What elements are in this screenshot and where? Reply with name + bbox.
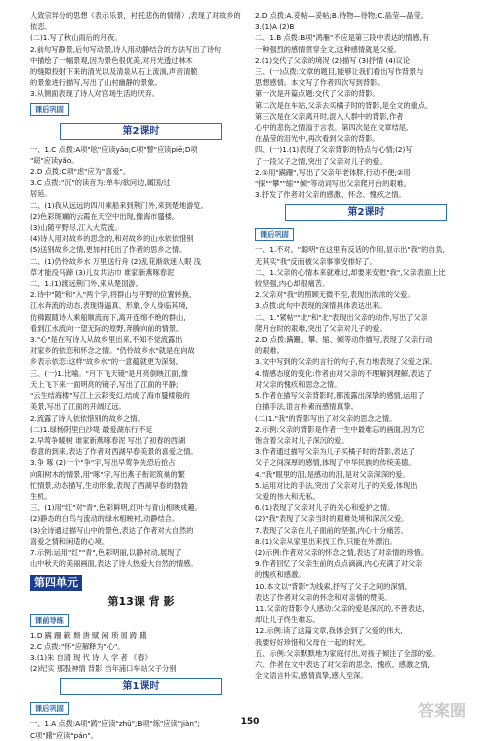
- answer-line: 第一次是开篇点题:交代了父亲的背影。: [255, 89, 380, 99]
- answer-line: 第二次是在车站,父亲去买橘子时的背影,是全文的重点。: [255, 100, 433, 110]
- section-header-after-class-right: 课后巩固: [255, 228, 294, 241]
- answer-line: 一、1.C 点拨:A项"吆"应读yāo;C项"瞥"应读piē;D项: [30, 144, 198, 154]
- answer-line: 8.(1)父亲从家里出来找工作,只能在外漂泊。: [255, 536, 397, 546]
- answer-line: 忙情景,动态描写,生动形象,表现了西湖早春的勃勃: [30, 480, 188, 490]
- answer-line: 2.D 点拨:C项"虑"应为"喜爱"。: [30, 167, 131, 177]
- answer-line: 父爱的伟大和无私。: [255, 491, 320, 501]
- answer-line: "探""攀""缩""倾"等动词写出父亲爬月台的艰难。: [255, 179, 411, 189]
- answer-line: 9.作者回忆了父亲生前的点点滴滴,内心充满了对父亲: [255, 559, 423, 569]
- section-header-after-class: 课后巩固: [30, 103, 69, 116]
- answer-line: 3.(1)朱 自清 现 代 诗 人 学 者 《春》: [30, 652, 152, 662]
- answer-line: 二、1."紧帖""北"和"北"表现出父亲的动作,写出了父亲: [255, 312, 428, 322]
- answer-line: (3)全诗通过描写山中的景色,表达了作者对大自然的: [30, 525, 194, 535]
- answer-line: 7.表现了父亲在儿子面前的坚强,内心十分痛苦。: [255, 525, 408, 535]
- answer-line: 乡表示依恋:这样"故乡水"的一意蕴就更为深刻。: [30, 357, 183, 367]
- answer-line: 二、1.父亲的心情本来就难过,却要来安慰"我",父亲表面上比: [255, 267, 446, 277]
- answer-line: "云生结海楼"写江上云彩变幻,结成了海市蜃楼般的: [30, 391, 190, 401]
- answer-line: (4)诗人用对故乡的思念的,和对故乡的山水依依惜别: [30, 234, 194, 244]
- answer-line: 向阳树木的情景,用"啄"字,写出燕子衔泥筑巢的繁: [30, 469, 185, 479]
- answer-line: (5)送别故乡之情,更加衬托出了作者的思乡之情。: [30, 245, 187, 255]
- answer-line: 4.情感态度的变化:作者由对父亲的不理解到理解,表达了: [255, 368, 432, 378]
- answer-line: 依恋。: [30, 22, 52, 32]
- left-top-answers: [30, 10, 252, 100]
- answer-line: 5.运用对比的手法,突出了父亲对儿子的关爱,体现出: [255, 480, 418, 490]
- answer-line: 3.C 点拨:"沉"的读音为:单车/欲问边,属国/过: [30, 178, 171, 188]
- right-answers-block: [255, 10, 477, 200]
- answer-line: 无其实"我"反而被父亲事事安排好了。: [255, 256, 377, 266]
- answer-line: "窈"应读yǎo。: [30, 155, 79, 165]
- answer-line: 12.示例:读了这篇文章,我体会到了父爱的伟大,: [255, 626, 403, 636]
- answer-line: 白描手法,语言朴素而感情真挚。: [255, 402, 358, 412]
- left-answers-block: [30, 144, 252, 570]
- answer-line: 的缝隙投射下来的清光以及清泉从石上流淌,声音清脆: [30, 67, 198, 77]
- answer-line: 一、1.不对。"聪明"在这里有反话的作用,显示出"我"的自负,: [255, 245, 445, 255]
- answer-line: 表达了作者对父亲的怀念和对亲情的赞美。: [255, 592, 392, 602]
- answer-line: 3.文中写到的父亲的言行的句子,有力地表现了父爱之深。: [255, 357, 437, 367]
- answer-line: 5.作者在描写父亲背影时,都流露出深挚的感情,运用了: [255, 391, 425, 401]
- answer-line: 2.示例:父亲的背影是作者一生中最难忘的画面,因为它: [255, 424, 425, 434]
- answer-line: 11.父亲的背影令人感动:父亲的爱是深沉的,不善表达,: [255, 603, 425, 613]
- unit-heading: [30, 575, 252, 590]
- lesson-period-title: 第2课时: [60, 123, 222, 140]
- page-number: 150: [240, 717, 260, 727]
- answer-line: 三、(一)1.比喻。"月下飞天镜"是月亮倒映江面,像: [30, 368, 188, 378]
- answer-line: 仿佛跟随诗人乘船顺流而下,离开连绵不绝的群山,: [30, 312, 186, 322]
- section-header-after-class-2: 课后巩固: [30, 702, 69, 715]
- right-column: [255, 10, 477, 681]
- unit-label: 第四单元: [30, 575, 82, 590]
- answer-line: 3.(1)A (2)B: [255, 22, 295, 32]
- answer-line: 2.流露了诗人依依惜别的故乡之情。: [30, 413, 145, 423]
- answer-line: 喜爱之情和闲适的心境。: [30, 536, 110, 546]
- answer-line: 4."我"眼里的泪,是感动的泪,是对父亲深深的爱。: [255, 469, 410, 479]
- left-column: [30, 10, 252, 741]
- answer-line: 2.D 点拨:蹒跚、攀、缩、倾等动作描写,表现了父亲行动: [255, 335, 433, 345]
- answer-line: 的愧疚和感激。: [255, 570, 306, 580]
- answer-line: 二、1.(1)渡远荆门外,来从楚国游。: [30, 279, 143, 289]
- pre-class-answers: [30, 630, 252, 675]
- answer-line: 春意的到来,表达了作者对西湖早春美景的喜爱之情。: [30, 447, 198, 457]
- answer-line: 7.示例:运用"红""青",色彩明丽,以静衬动,展现了: [30, 547, 182, 557]
- answer-line: 对父亲的愧疚和思念之情。: [255, 379, 342, 389]
- answer-line: 的景象进行描写,写出了山村幽静的景象。: [30, 78, 162, 88]
- answer-line: (3)山随平野尽,江入大荒流。: [30, 223, 122, 233]
- answer-line: 二、1.B 点拨:B项"鸿雁"不应是第三段中表达的情感,有: [255, 33, 430, 43]
- answer-line: 居延。: [30, 189, 52, 199]
- answer-line: 3.从侧面表现了诗人对官场生活的厌弃。: [30, 89, 160, 99]
- answer-line: 草才能没马蹄 (3)儿女共沾巾 谁家新燕啄春泥: [30, 267, 175, 277]
- answer-line: 在晶莹的泪光中,再次看到父亲的背影。: [255, 134, 380, 144]
- answer-line: 天上飞下来一面明亮的镜子,写出了江面的平静;: [30, 379, 179, 389]
- answer-line: 2.D 点拨:A.妥帖—妥帖;B.待物—待物;C.晶莹—晶莹。: [255, 11, 428, 20]
- lesson-period-title-right: 第2课时: [285, 204, 447, 221]
- answer-line: 爬月台时的艰难,突出了父亲对儿子的爱。: [255, 323, 387, 333]
- answer-line: 五、示例:父亲默默地为家庭付出,对孩子倾注了全部的爱。: [255, 648, 440, 658]
- answer-line: 3."心"是在写诗人从故乡里出来,不知不觉流露出: [30, 335, 183, 345]
- answer-line: 2.(1)交代了父亲的境况 (2)描写 (3)抒情 (4)议论: [255, 55, 411, 65]
- answer-line: 四、(一)1.(1)表现了父亲背影的特点与心情;(2)写: [255, 145, 413, 155]
- answer-line: (二)1.写了秋山雨后的月夜。: [30, 33, 122, 43]
- answer-line: 3.抒发了作者对父亲的感激、怀念、愧疚之情。: [255, 190, 406, 200]
- answer-line: 3.点拨:此句中表现的深情具体表达出来。: [255, 301, 387, 311]
- answer-line: 的艰难。: [255, 346, 284, 356]
- answer-line: (二)1."我"的背影写出了对父亲的思念之情。: [255, 413, 397, 423]
- answer-line: (2)静态的白鸟与流动的绿水相映衬,动静结合。: [30, 514, 180, 524]
- answer-line: 3.作者通过描写父亲为儿子买橘子时的背影,表达了: [255, 447, 416, 457]
- answer-line: 思想感情。本文写了作者四次写到背影。: [255, 78, 385, 88]
- answer-line: 全文语言朴实,感情真挚,感人至深。: [255, 671, 368, 681]
- answer-line: 2.C 点拨:"怀"应解释为"心"。: [30, 641, 125, 651]
- answer-line: 饱含着父亲对儿子深沉的爱。: [255, 435, 349, 445]
- section-header-pre-class: 课前导练: [30, 614, 69, 627]
- answer-line: 心中的悲伤之情溢于言表。第四次是在文章结尾,: [255, 123, 409, 133]
- answer-line: 2.①用"蹒跚",写出了父亲年老体胖,行动不便;②用: [255, 167, 411, 177]
- answer-line: (二)1.绿杨阴里白沙堤 最爱湖东行不足: [30, 424, 153, 434]
- answer-line: 一、1.A 点拨:A项"踌"应读"zhǔ";B项"练"应读"jiàn";: [30, 719, 200, 729]
- answer-line: 3.争 啄 (2)一个"争"字,写出早莺争先恐后抢占: [30, 458, 176, 468]
- answer-line: 中描绘了一幅景观,因为景色很优美,对月光透过林木: [30, 55, 193, 65]
- answer-line: 2.早莺争暖树 谁家新燕啄春泥 写出了初春的西湖: [30, 435, 186, 445]
- answer-line: 6.(1)表现了父亲对儿子的关心和爱护之情。: [255, 503, 395, 513]
- answer-line: (2)色彩斑斓的云霞在天空中出现,像海市蜃楼。: [30, 211, 180, 221]
- answer-line: 人致宗异分的思想《表示乐景，衬托悲伤的情绪）,表现了对故乡的: [30, 11, 241, 20]
- answer-line: 三、(一)点拨:文章的题目,能够让我们看出写作背景与: [255, 67, 424, 77]
- answer-line: (2)示例:作者对父亲的怀念之情,表达了对亲情的珍惜。: [255, 547, 429, 557]
- right-answers-block-2: [255, 244, 477, 681]
- answer-line: 了一段父子之情,突出了父亲对儿子的爱。: [255, 156, 387, 166]
- answer-line: 却让儿子终生难忘。: [255, 615, 320, 625]
- answer-line: 江水奔流的动态,表现得逼真、形象,令人身临其境,: [30, 301, 188, 311]
- answer-line: 看到江水流向一望无际的原野,奔腾向前的情景。: [30, 323, 184, 333]
- answer-line: 2.诗中"随"和"入"两个字,将群山与平野的位置转换、: [30, 290, 197, 300]
- answer-line: 一种强烈的感情贯穿全文,这种感情就是父爱。: [255, 44, 402, 54]
- answer-line: 2.前句写静景,后句写动景,诗人用动静结合的方法写出了诗句: [30, 44, 222, 54]
- answer-line: 我要好好珍惜和父母在一起的时光。: [255, 637, 371, 647]
- answer-line: 对家乡的依恋和怀念之情。"仍怜故乡水"就是在向故: [30, 346, 195, 356]
- answer-line: 二、(1)我从远远的四川乘船来到荆门外,来到楚地游览。: [30, 200, 208, 210]
- answer-line: 父子之间深厚的感情,体现了中华民族的传统美德。: [255, 458, 416, 468]
- answer-line: 第三次是在父亲离开时,混入人群中的背影,作者: [255, 111, 404, 121]
- answer-line: C项"躇"应读"pán"。: [30, 730, 98, 740]
- answer-line: (2)"我"表现了父亲当时的艰难处境和深沉父爱。: [255, 514, 409, 524]
- answer-line: 较坚强,内心却很痛苦。: [255, 279, 330, 289]
- answer-line: 六、作者在文中表达了对父亲的思念、愧疚、感激之情,: [255, 659, 430, 669]
- lesson-period-title-2: 第1课时: [60, 678, 222, 695]
- answer-line: 10.本文以"背影"为线索,抒写了父子之间的深情,: [255, 581, 407, 591]
- answer-line: (2)纪实 那股神情 背影 当年浦口车站父子分别: [30, 664, 177, 674]
- answer-line: 三、(1)用"红"对"青",色彩鲜明,红叶与青山相映成趣。: [30, 503, 202, 513]
- answer-line: 美景,写出了江面的开阔辽远。: [30, 402, 126, 412]
- answer-line: 1.D 蹒 跚 簌 颓 唐 赋 闲 琐 屑 踌 躇: [30, 630, 147, 640]
- lesson-title: 第13课 背 影: [107, 594, 175, 608]
- answer-line: 山中秋天的美丽画面,表达了诗人热爱大自然的情感。: [30, 559, 198, 569]
- answer-line: 2.父亲对"我"的照顾无微不至,表现出浓浓的父爱。: [255, 290, 415, 300]
- answer-line: 二、(1)仍怜故乡水 万里送行舟 (2)乱花渐欲迷人眼 浅: [30, 256, 201, 266]
- answer-line: 生机。: [30, 491, 52, 501]
- watermark-logo: 答案圈: [418, 701, 467, 720]
